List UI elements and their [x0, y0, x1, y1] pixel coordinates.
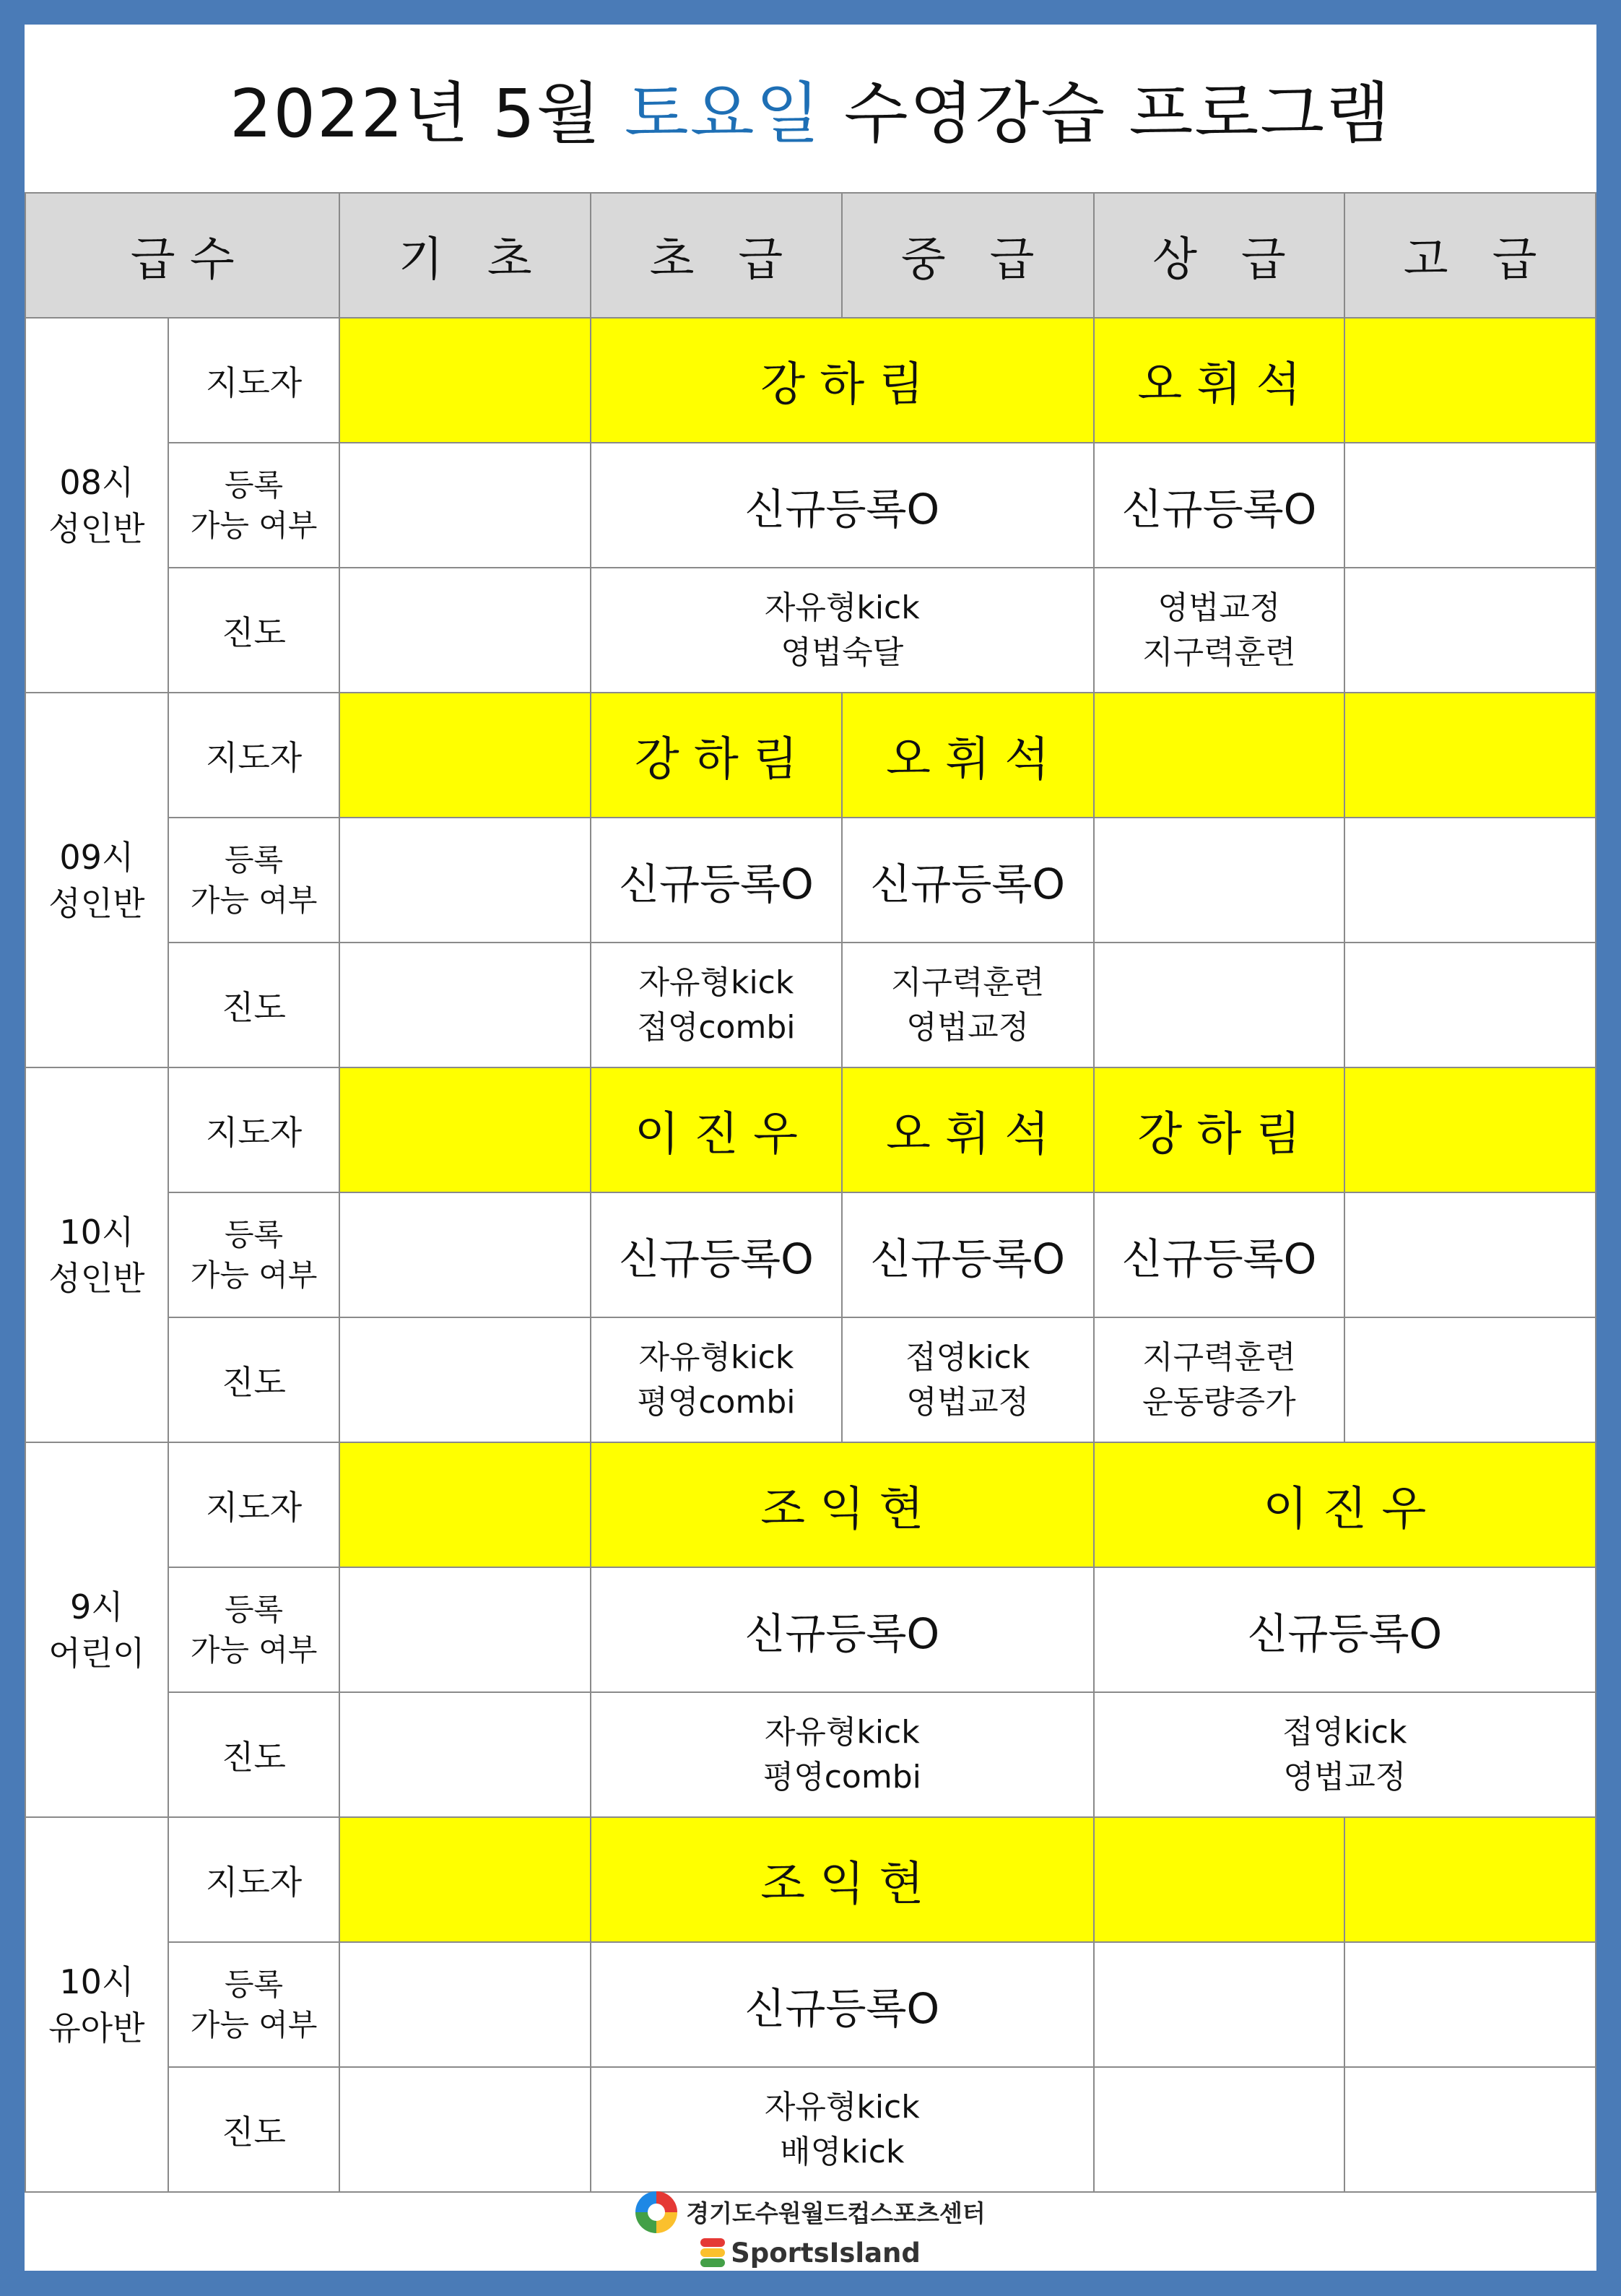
instructor-cell	[1344, 318, 1596, 443]
progress-cell	[1094, 2067, 1345, 2192]
title-text-rest: 수영강습 프로그램	[821, 75, 1391, 152]
registration-cell	[1344, 1192, 1596, 1317]
row-label-progress: 진도	[168, 568, 340, 693]
instructor-cell: 이 진 우	[1094, 1442, 1596, 1567]
registration-cell: 신규등록O	[591, 443, 1094, 568]
registration-cell	[339, 1192, 591, 1317]
progress-cell: 접영kick 영법교정	[842, 1317, 1094, 1442]
progress-cell: 자유형kick 영법숙달	[591, 568, 1094, 693]
progress-cell	[1344, 1317, 1596, 1442]
registration-cell: 신규등록O	[591, 818, 842, 943]
instructor-cell: 조 익 현	[591, 1442, 1094, 1567]
footer-brand-text: SportsIsland	[731, 2237, 921, 2269]
progress-cell	[1344, 943, 1596, 1067]
progress-cell: 자유형kick 접영combi	[591, 943, 842, 1067]
table-row	[25, 693, 1596, 818]
row-label-progress: 진도	[168, 1692, 340, 1817]
instructor-cell	[339, 318, 591, 443]
instructor-cell	[339, 1442, 591, 1567]
table-row	[25, 1942, 1596, 2067]
instructor-cell: 조 익 현	[591, 1817, 1094, 1942]
time-cell: 10시 성인반	[25, 1067, 168, 1442]
registration-cell	[1344, 818, 1596, 943]
table-row	[25, 1442, 1596, 1567]
title-highlight: 토요일	[624, 75, 822, 152]
registration-cell	[339, 1567, 591, 1692]
progress-cell: 자유형kick 평영combi	[591, 1692, 1094, 1817]
header-beginner: 초 급	[591, 193, 842, 318]
progress-cell: 자유형kick 평영combi	[591, 1317, 842, 1442]
table-row	[25, 1817, 1596, 1942]
instructor-cell: 오 휘 석	[842, 693, 1094, 818]
registration-cell: 신규등록O	[842, 1192, 1094, 1317]
progress-cell	[1344, 2067, 1596, 2192]
row-label-instructor: 지도자	[168, 1442, 340, 1567]
instructor-cell	[339, 693, 591, 818]
progress-cell	[1344, 568, 1596, 693]
progress-cell: 지구력훈련 운동량증가	[1094, 1317, 1345, 1442]
registration-cell	[339, 818, 591, 943]
instructor-cell	[1094, 1817, 1345, 1942]
row-label-progress: 진도	[168, 2067, 340, 2192]
registration-cell: 신규등록O	[842, 818, 1094, 943]
progress-cell: 자유형kick 배영kick	[591, 2067, 1094, 2192]
header-intermediate: 중 급	[842, 193, 1094, 318]
header-basic: 기 초	[339, 193, 591, 318]
table-row	[25, 318, 1596, 443]
instructor-cell: 강 하 림	[1094, 1067, 1345, 1192]
row-label-progress: 진도	[168, 1317, 340, 1442]
instructor-cell	[1344, 1067, 1596, 1192]
footer-brand	[700, 2237, 921, 2269]
progress-cell	[1094, 943, 1345, 1067]
instructor-cell: 오 휘 석	[842, 1067, 1094, 1192]
table-row	[25, 1567, 1596, 1692]
progress-cell	[339, 2067, 591, 2192]
progress-cell	[339, 1317, 591, 1442]
sports-island-logo-icon	[700, 2238, 725, 2267]
footer-org-text: 경기도수원월드컵스포츠센터	[686, 2199, 986, 2227]
row-label-instructor: 지도자	[168, 1067, 340, 1192]
registration-cell: 신규등록O	[1094, 443, 1345, 568]
registration-cell	[339, 1942, 591, 2067]
progress-cell: 접영kick 영법교정	[1094, 1692, 1596, 1817]
schedule-sheet	[25, 25, 1596, 2271]
instructor-cell: 이 진 우	[591, 1067, 842, 1192]
row-label-registration: 등록 가능 여부	[168, 818, 340, 943]
registration-cell	[1344, 1942, 1596, 2067]
time-cell: 10시 유아반	[25, 1817, 168, 2192]
table-row	[25, 568, 1596, 693]
time-cell: 08시 성인반	[25, 318, 168, 693]
instructor-cell	[1344, 693, 1596, 818]
title-text: 2022년 5월	[230, 75, 625, 152]
table-row	[25, 818, 1596, 943]
schedule-table	[25, 192, 1596, 2193]
table-row	[25, 1192, 1596, 1317]
row-label-registration: 등록 가능 여부	[168, 1942, 340, 2067]
instructor-cell	[339, 1067, 591, 1192]
registration-cell: 신규등록O	[591, 1942, 1094, 2067]
registration-cell: 신규등록O	[1094, 1192, 1345, 1317]
table-row	[25, 2067, 1596, 2192]
footer-org	[635, 2191, 985, 2233]
time-cell: 09시 성인반	[25, 693, 168, 1067]
registration-cell	[339, 443, 591, 568]
registration-cell: 신규등록O	[1094, 1567, 1596, 1692]
instructor-cell	[339, 1817, 591, 1942]
table-row	[25, 1692, 1596, 1817]
instructor-cell: 오 휘 석	[1094, 318, 1345, 443]
table-row	[25, 943, 1596, 1067]
ball-logo-icon	[635, 2191, 677, 2233]
registration-cell	[1094, 1942, 1345, 2067]
instructor-cell	[1344, 1817, 1596, 1942]
registration-cell: 신규등록O	[591, 1567, 1094, 1692]
progress-cell	[339, 568, 591, 693]
progress-cell: 영법교정 지구력훈련	[1094, 568, 1345, 693]
row-label-registration: 등록 가능 여부	[168, 1567, 340, 1692]
progress-cell	[339, 943, 591, 1067]
instructor-cell: 강 하 림	[591, 693, 842, 818]
header-expert: 고 급	[1344, 193, 1596, 318]
header-grade: 급 수	[25, 193, 339, 318]
time-cell: 9시 어린이	[25, 1442, 168, 1817]
table-row	[25, 443, 1596, 568]
registration-cell	[1094, 818, 1345, 943]
table-row	[25, 1067, 1596, 1192]
header-row	[25, 193, 1596, 318]
row-label-instructor: 지도자	[168, 693, 340, 818]
progress-cell	[339, 1692, 591, 1817]
row-label-progress: 진도	[168, 943, 340, 1067]
row-label-instructor: 지도자	[168, 1817, 340, 1942]
registration-cell: 신규등록O	[591, 1192, 842, 1317]
row-label-registration: 등록 가능 여부	[168, 1192, 340, 1317]
row-label-instructor: 지도자	[168, 318, 340, 443]
instructor-cell	[1094, 693, 1345, 818]
header-advanced: 상 급	[1094, 193, 1345, 318]
registration-cell	[1344, 443, 1596, 568]
progress-cell: 지구력훈련 영법교정	[842, 943, 1094, 1067]
page-title	[25, 25, 1596, 192]
row-label-registration: 등록 가능 여부	[168, 443, 340, 568]
table-row	[25, 1317, 1596, 1442]
instructor-cell: 강 하 림	[591, 318, 1094, 443]
footer	[25, 2188, 1596, 2271]
